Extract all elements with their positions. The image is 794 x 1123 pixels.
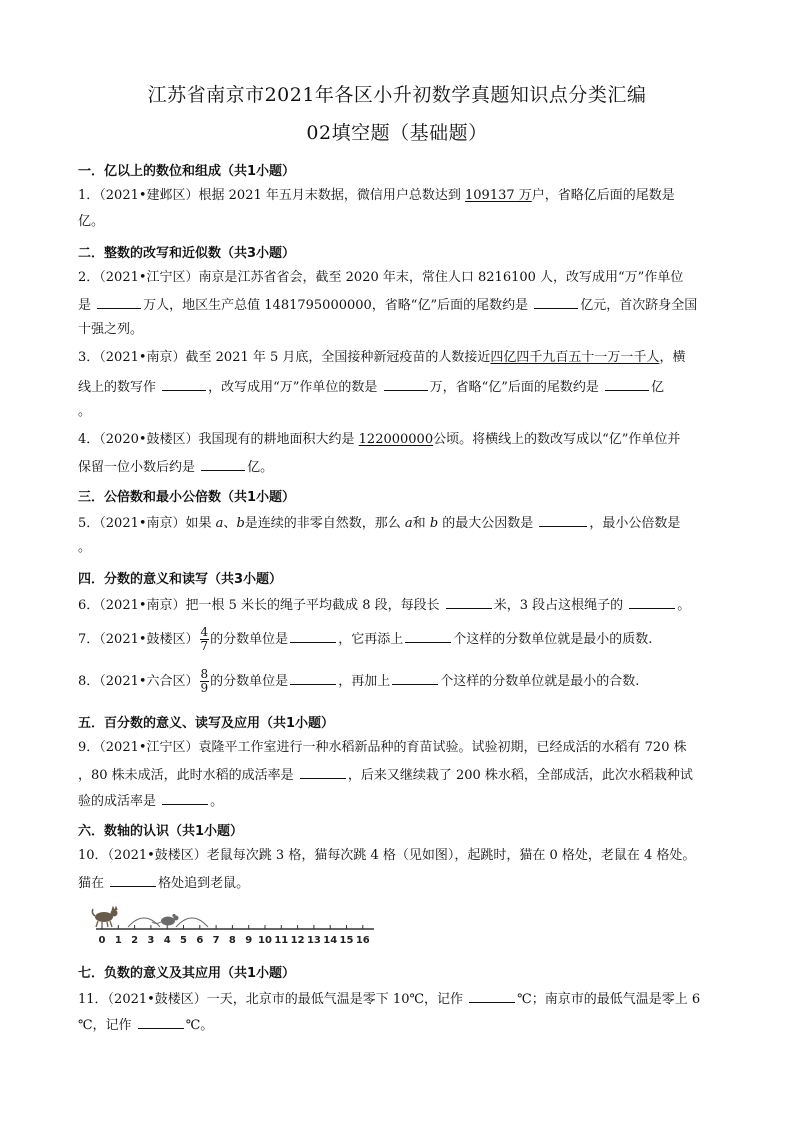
number-line-tick-label: 15 bbox=[339, 935, 354, 946]
document-subtitle: 02填空题（基础题） bbox=[306, 122, 488, 144]
var-a: a bbox=[215, 516, 224, 531]
number-line-figure bbox=[90, 903, 380, 949]
q7-text-c: ，它再添上 bbox=[338, 632, 404, 647]
answer-blank[interactable] bbox=[290, 630, 336, 643]
question-10-line-1: 10．（2021•鼓楼区）老鼠每次跳 3 格，猫每次跳 4 格（见如图），起跳时，猫在 0 格处，老鼠在 4 格处。 bbox=[78, 848, 696, 863]
q5-sep: 、 bbox=[223, 516, 237, 531]
q7-text-b: 的分数单位是 bbox=[210, 632, 289, 647]
q6-text-c: 。 bbox=[677, 598, 691, 613]
section-heading-2: 二．整数的改写和近似数（共3小题） bbox=[78, 246, 296, 261]
number-line-tick-label: 13 bbox=[306, 935, 321, 946]
number-line-tick-label: 0 bbox=[98, 935, 106, 946]
q3-text-b: ，横 bbox=[659, 350, 686, 365]
q9-text-d: 。 bbox=[210, 794, 224, 809]
answer-blank[interactable] bbox=[469, 990, 515, 1003]
q4-underlined-number: 122000000 bbox=[358, 432, 434, 447]
question-11-line-2 bbox=[78, 1016, 213, 1034]
section-heading-3: 三．公倍数和最小公倍数（共1小题） bbox=[78, 490, 296, 505]
jump-arc bbox=[176, 918, 208, 927]
question-8-line-1 bbox=[78, 668, 639, 695]
q4-text-d: 亿。 bbox=[247, 460, 274, 475]
number-line-tick-label: 2 bbox=[131, 935, 139, 946]
jump-arc bbox=[128, 918, 160, 927]
q3-text-d: ，改写成用“万”作单位的数是 bbox=[208, 380, 382, 395]
question-4-line-1 bbox=[78, 432, 680, 448]
question-2-line-2 bbox=[78, 296, 697, 314]
q3-text-e: 万，省略“亿”后面的尾数约是 bbox=[429, 380, 604, 395]
answer-blank[interactable] bbox=[384, 378, 428, 391]
answer-blank[interactable] bbox=[534, 296, 578, 309]
q10-text-b: 格处追到老鼠。 bbox=[158, 876, 250, 891]
fraction-denominator: 9 bbox=[200, 681, 209, 695]
question-9-line-1: 9．（2021•江宁区）袁隆平工作室进行一种水稻新品种的育苗试验。试验初期，已经成活的水稻有 720 株 bbox=[78, 740, 687, 755]
number-line-tick-label: 12 bbox=[290, 935, 305, 946]
q11-text-b: ℃；南京市的最低气温是零上 6 bbox=[517, 992, 701, 1007]
q3-text-f: 亿 bbox=[651, 380, 665, 395]
q7-text-a: 7．（2021•鼓楼区） bbox=[78, 632, 199, 647]
number-line-tick-label: 1 bbox=[114, 935, 122, 946]
answer-blank[interactable] bbox=[300, 766, 346, 779]
number-line-tick-label: 3 bbox=[147, 935, 155, 946]
answer-blank[interactable] bbox=[162, 378, 206, 391]
q2-text-a: 是 bbox=[78, 298, 96, 313]
number-line-tick-label: 7 bbox=[212, 935, 220, 946]
q9-text-c: 验的成活率是 bbox=[78, 794, 161, 809]
answer-blank[interactable] bbox=[605, 378, 649, 391]
question-3-line-2 bbox=[78, 378, 664, 396]
answer-blank[interactable] bbox=[138, 1016, 184, 1029]
question-2-line-3: 十强之列。 bbox=[78, 322, 144, 337]
answer-blank[interactable] bbox=[405, 630, 451, 643]
number-line-tick-label: 8 bbox=[228, 935, 236, 946]
cat-icon bbox=[92, 907, 117, 927]
var-a: a bbox=[404, 516, 413, 531]
answer-blank[interactable] bbox=[446, 596, 492, 609]
question-11-line-1 bbox=[78, 990, 700, 1008]
q11-text-a: 11．（2021•鼓楼区）一天，北京市的最低气温是零下 10℃，记作 bbox=[78, 992, 468, 1007]
question-6-line-1 bbox=[78, 596, 690, 614]
question-9-line-2 bbox=[78, 766, 693, 784]
q10-text-a: 猫在 bbox=[78, 876, 109, 891]
q4-text-a: 4．（2020•鼓楼区）我国现有的耕地面积大约是 bbox=[78, 432, 359, 447]
q1-text: 1．（2021•建邺区）根据 2021 年五月末数据，微信用户总数达到 bbox=[78, 188, 466, 203]
q2-text-b: 万人，地区生产总值 1481795000000，省略“亿”后面的尾数约是 bbox=[143, 298, 533, 313]
q5-text-e: ，最小公倍数是 bbox=[589, 516, 681, 531]
q2-text-c: 亿元，首次跻身全国 bbox=[580, 298, 698, 313]
q9-text-b: ，后来又继续栽了 200 株水稻，全部成活，此次水稻栽种试 bbox=[347, 768, 693, 783]
document-title: 江苏省南京市2021年各区小升初数学真题知识点分类汇编 bbox=[147, 84, 647, 106]
question-7-line-1 bbox=[78, 626, 652, 653]
fraction-4-7 bbox=[200, 626, 210, 653]
section-heading-4: 四．分数的意义和读写（共3小题） bbox=[78, 572, 283, 587]
answer-blank[interactable] bbox=[392, 672, 438, 685]
fraction-denominator: 7 bbox=[200, 639, 209, 653]
q4-text-c: 保留一位小数后约是 bbox=[78, 460, 200, 475]
var-b: b bbox=[236, 516, 245, 531]
q3-text-a: 3．（2021•南京）截至 2021 年 5 月底，全国接种新冠疫苗的人数接近 bbox=[78, 350, 491, 365]
number-line-tick-label: 4 bbox=[163, 935, 171, 946]
fraction-8-9 bbox=[200, 668, 210, 695]
fraction-numerator: 4 bbox=[200, 625, 209, 639]
answer-blank[interactable] bbox=[539, 514, 587, 527]
number-line-tick-label: 6 bbox=[196, 935, 204, 946]
question-1-line-2: 亿。 bbox=[78, 214, 105, 229]
question-9-line-3 bbox=[78, 792, 223, 810]
q5-text-d: 的最大公因数是 bbox=[438, 516, 538, 531]
q4-text-b: 公顷。将横线上的数改写成以“亿”作单位并 bbox=[433, 432, 681, 447]
number-line-tick-label: 5 bbox=[180, 935, 187, 946]
q3-text-c: 线上的数写作 bbox=[78, 380, 161, 395]
question-1-line-1 bbox=[78, 188, 675, 204]
q7-text-d: 个这样的分数单位就是最小的质数. bbox=[453, 632, 653, 647]
answer-blank[interactable] bbox=[629, 596, 675, 609]
answer-blank[interactable] bbox=[290, 672, 336, 685]
question-10-line-2 bbox=[78, 874, 249, 892]
section-heading-1: 一．亿以上的数位和组成（共1小题） bbox=[78, 164, 296, 179]
fraction-numerator: 8 bbox=[200, 667, 209, 681]
q11-text-c: ℃，记作 bbox=[78, 1018, 136, 1033]
number-line-tick-label: 11 bbox=[274, 935, 289, 946]
number-line-tick-label: 10 bbox=[258, 935, 272, 946]
q3-underlined-number: 四亿四千九百五十一万一千人 bbox=[490, 350, 660, 365]
answer-blank[interactable] bbox=[162, 792, 208, 805]
q8-text-b: 的分数单位是 bbox=[210, 674, 289, 689]
q1-text-2: 户，省略亿后面的尾数是 bbox=[531, 188, 675, 203]
section-heading-5: 五．百分数的意义、读写及应用（共1小题） bbox=[78, 716, 335, 731]
q8-text-d: 个这样的分数单位就是最小的合数. bbox=[440, 674, 640, 689]
answer-blank[interactable] bbox=[201, 458, 245, 471]
number-line-tick-label: 16 bbox=[355, 935, 370, 946]
q8-text-c: ，再加上 bbox=[338, 674, 391, 689]
number-line-tick-label: 9 bbox=[245, 935, 253, 946]
question-3-line-3: 。 bbox=[78, 404, 92, 419]
section-heading-7: 七．负数的意义及其应用（共1小题） bbox=[78, 966, 296, 981]
number-line-ticks bbox=[99, 925, 370, 946]
question-5-line-1 bbox=[78, 514, 680, 532]
var-b: b bbox=[429, 516, 439, 531]
q8-text-a: 8．（2021•六合区） bbox=[78, 674, 199, 689]
q5-text-b: 是连续的非零自然数，那么 bbox=[244, 516, 405, 531]
q6-text-b: 米，3 段占这根绳子的 bbox=[493, 598, 628, 613]
mouse-icon bbox=[152, 914, 179, 926]
answer-blank[interactable] bbox=[110, 874, 156, 887]
question-5-line-2: 。 bbox=[78, 540, 92, 555]
q1-underlined-number: 109137 万 bbox=[465, 188, 532, 203]
q5-text-a: 5．（2021•南京）如果 bbox=[78, 516, 216, 531]
q9-text-a: ，80 株未成活，此时水稻的成活率是 bbox=[78, 768, 298, 783]
q5-text-c: 和 bbox=[412, 516, 430, 531]
question-2-line-1: 2．（2021•江宁区）南京是江苏省省会，截至 2020 年末，常住人口 8216100 人，改写成用“万”作单位 bbox=[78, 270, 684, 285]
section-heading-6: 六．数轴的认识（共1小题） bbox=[78, 824, 244, 839]
q6-text-a: 6．（2021•南京）把一根 5 米长的绳子平均截成 8 段，每段长 bbox=[78, 598, 444, 613]
q11-text-d: ℃。 bbox=[185, 1018, 214, 1033]
question-3-line-1 bbox=[78, 350, 685, 366]
number-line-tick-label: 14 bbox=[323, 935, 338, 946]
answer-blank[interactable] bbox=[97, 296, 141, 309]
question-4-line-2 bbox=[78, 458, 273, 476]
